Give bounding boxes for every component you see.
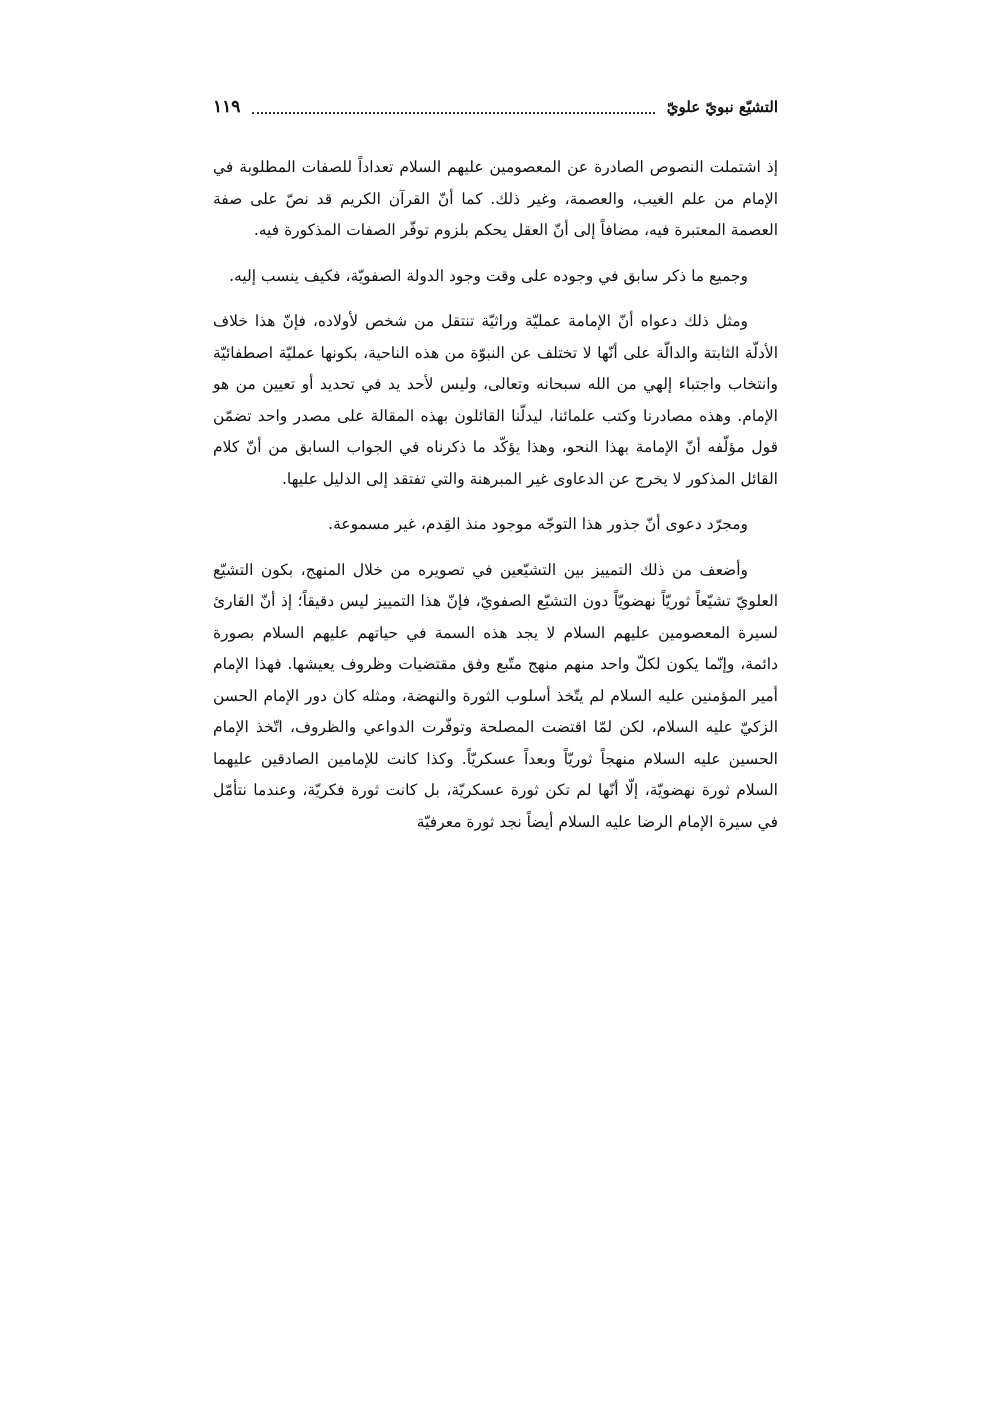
paragraph-1: إذ اشتملت النصوص الصادرة عن المعصومين عليهم السلام تعداداً للصفات المطلوبة في الإمام من علم الغيب، والعصمة، وغير ذلك. كما أنّ القرآن الكريم قد نصّ على صفة العصمة المعتبرة فيه، مضافاً إلى أنّ العقل يحكم بلزوم توفّر الصفات المذكورة فيه. bbox=[213, 158, 778, 239]
paragraph-4: ومجرّد دعوى أنّ جذور هذا التوجّه موجود منذ القِدم، غير مسموعة. bbox=[328, 515, 748, 533]
paragraph-3: ومثل ذلك دعواه أنّ الإمامة عمليّة وراثيّة تنتقل من شخص لأولاده، فإنّ هذا خلاف الأدلّة الثابتة والدالّة على أنّها لا تختلف عن النبوّة من هذه الناحية، بكونها عمليّة اصطفائيّة وانتخاب واجتباء إلهي من الله سبحانه وتعالى، وليس لأحد يد في تحديد أو تعيين من هو الإمام. وهذه مصادرنا وكتب علمائنا، ليدلّنا القائلون بهذه المقالة على مصدر واحد تضمّن قول مؤلّفه أنّ الإمامة بهذا النحو، وهذا يؤكّد ما ذكرناه في الجواب السابق من أنّ كلام القائل المذكور لا يخرج عن الدعاوى غير المبرهنة والتي تفتقد إلى الدليل عليها. bbox=[213, 312, 778, 488]
paragraph-5: وأضعف من ذلك التمييز بين التشيّعين في تصويره من خلال المنهج، بكون التشيّع العلويّ تشيّعاً ثوريّاً نهضويّاً دون التشيّع الصفويّ، فإنّ هذا التمييز ليس دقيقاً؛ إذ أنّ القارئ لسيرة المعصومين عليهم السلام لا يجد هذه السمة في حياتهم عليهم السلام بصورة دائمة، وإنّما يكون لكلّ واحد منهم منهج متّبع وفق مقتضيات وظروف يعيشها. فهذا الإمام أمير المؤمنين عليه السلام لم يتّخذ أسلوب الثورة والنهضة، ومثله كان دور الإمام الحسن الزكيّ عليه السلام، لكن لمّا اقتضت المصلحة وتوفّرت الدواعي والظروف، اتّخذ الإمام الحسين عليه السلام منهجاً ثوريّاً وبعداً عسكريّاً. وكذا كانت للإمامين الصادقين عليهما السلام ثورة نهضويّة، إلّا أنّها لم تكن ثورة عسكريّة، بل كانت ثورة فكريّة، وعندما نتأمّل في سيرة الإمام الرضا عليه السلام أيضاً نجد ثورة معرفيّة bbox=[213, 560, 778, 831]
page-header bbox=[213, 92, 778, 122]
page-number: ١١٩ bbox=[213, 97, 241, 117]
body-text bbox=[213, 152, 778, 838]
book-page bbox=[213, 92, 778, 852]
running-title: التشيّع نبويّ علويّ bbox=[666, 98, 778, 116]
paragraph-2: وجميع ما ذكر سابق في وجوده على وقت وجود الدولة الصفويّة، فكيف ينسب إليه. bbox=[229, 266, 748, 285]
dotted-leader bbox=[252, 112, 654, 114]
